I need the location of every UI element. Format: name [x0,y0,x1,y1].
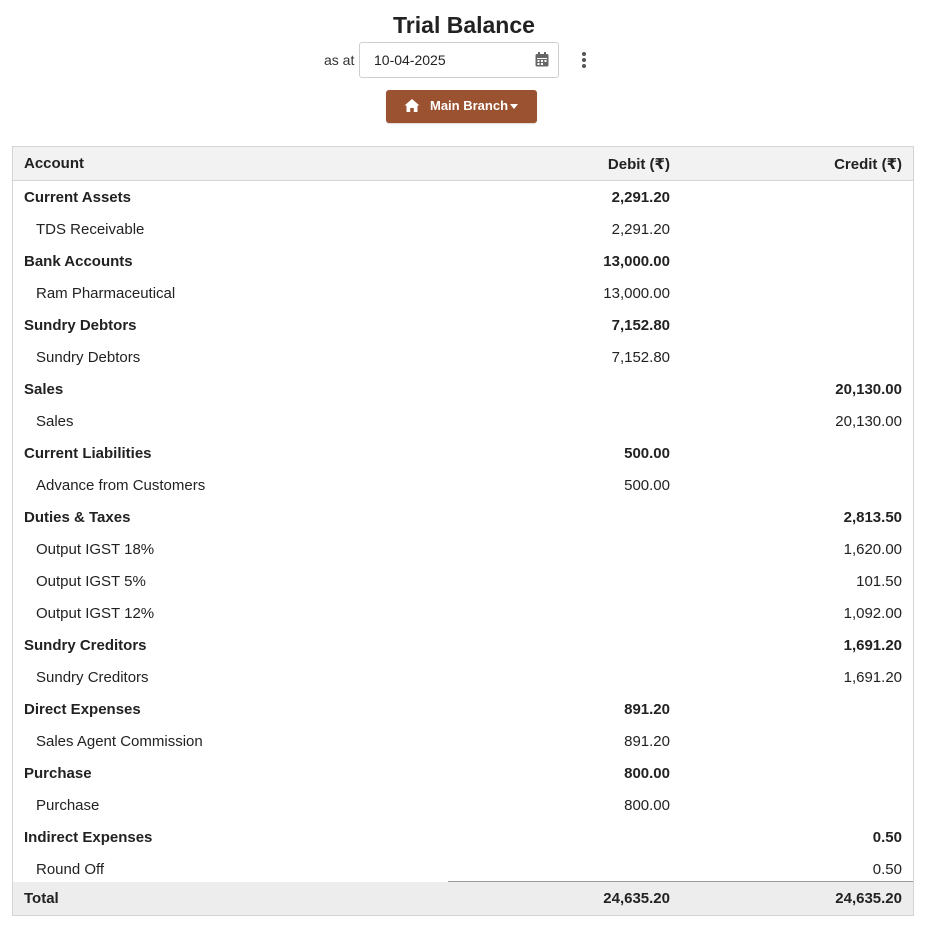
credit-cell: 1,691.20 [843,637,902,654]
date-input[interactable] [359,42,559,78]
credit-cell: 0.50 [872,829,902,846]
date-value: 10-04-2025 [374,52,446,68]
group-row[interactable] [13,245,913,277]
debit-cell: 500.00 [624,445,670,462]
debit-cell: 13,000.00 [603,285,670,302]
debit-column-header: Debit (₹) [607,156,670,173]
group-row[interactable] [13,821,913,853]
account-cell: Sales [24,381,64,398]
credit-cell: 2,813.50 [843,509,902,526]
table-row[interactable] [13,533,913,565]
account-cell: TDS Receivable [36,221,145,238]
total-row [13,882,913,915]
account-cell: Advance from Customers [36,477,206,494]
credit-cell: 0.50 [872,861,902,878]
account-cell: Bank Accounts [24,253,133,270]
group-row[interactable] [13,437,913,469]
account-cell: Current Assets [24,189,131,206]
total-credit: 24,635.20 [835,890,902,907]
table-header [13,147,913,181]
table-row[interactable] [13,405,913,437]
credit-cell: 20,130.00 [835,413,902,430]
calendar-icon[interactable] [535,52,549,67]
account-cell: Sales [36,413,74,430]
debit-cell: 891.20 [624,701,670,718]
filter-bar [0,42,928,78]
debit-cell: 2,291.20 [611,189,670,206]
account-column-header: Account [24,155,84,172]
debit-cell: 7,152.80 [611,317,670,334]
account-cell: Output IGST 18% [36,541,155,558]
group-row[interactable] [13,501,913,533]
account-cell: Duties & Taxes [24,509,131,526]
account-cell: Sales Agent Commission [36,733,203,750]
group-row[interactable] [13,693,913,725]
group-row[interactable] [13,629,913,661]
credit-cell: 1,691.20 [843,669,902,686]
debit-cell: 800.00 [624,797,670,814]
account-cell: Purchase [24,765,92,782]
as-at-label: as at [324,52,355,68]
table-row[interactable] [13,565,913,597]
credit-cell: 1,620.00 [843,541,902,558]
credit-cell: 1,092.00 [843,605,902,622]
account-cell: Ram Pharmaceutical [36,285,176,302]
debit-cell: 13,000.00 [603,253,670,270]
table-row[interactable] [13,661,913,693]
page-title: Trial Balance [393,12,535,38]
account-cell: Sundry Creditors [36,669,149,686]
credit-column-header: Credit (₹) [834,156,902,173]
credit-cell: 101.50 [856,573,902,590]
account-cell: Current Liabilities [24,445,152,462]
trial-balance-table [12,146,914,916]
group-row[interactable] [13,309,913,341]
table-row[interactable] [13,277,913,309]
account-cell: Output IGST 5% [36,573,146,590]
account-cell: Output IGST 12% [36,605,155,622]
group-row[interactable] [13,373,913,405]
account-cell: Indirect Expenses [24,829,153,846]
account-cell: Sundry Debtors [24,317,137,334]
debit-cell: 500.00 [624,477,670,494]
credit-cell: 20,130.00 [835,381,902,398]
account-cell: Round Off [36,861,105,878]
table-row[interactable] [13,213,913,245]
total-debit: 24,635.20 [603,890,670,907]
group-row[interactable] [13,181,913,213]
more-options-icon[interactable] [578,51,590,69]
table-row[interactable] [13,597,913,629]
branch-selector-button[interactable] [386,90,537,123]
account-cell: Sundry Debtors [36,349,141,366]
account-cell: Sundry Creditors [24,637,147,654]
table-row[interactable] [13,341,913,373]
debit-cell: 800.00 [624,765,670,782]
debit-cell: 2,291.20 [611,221,670,238]
group-row[interactable] [13,757,913,789]
home-icon [404,98,420,113]
total-divider [448,881,913,882]
table-row[interactable] [13,725,913,757]
account-cell: Purchase [36,797,100,814]
table-row[interactable] [13,789,913,821]
table-row[interactable] [13,469,913,501]
table-body [13,181,913,885]
total-label: Total [24,890,59,907]
debit-cell: 891.20 [624,733,670,750]
branch-label: Main Branch [430,98,509,113]
account-cell: Direct Expenses [24,701,141,718]
chevron-down-icon [510,104,518,109]
debit-cell: 7,152.80 [611,349,670,366]
